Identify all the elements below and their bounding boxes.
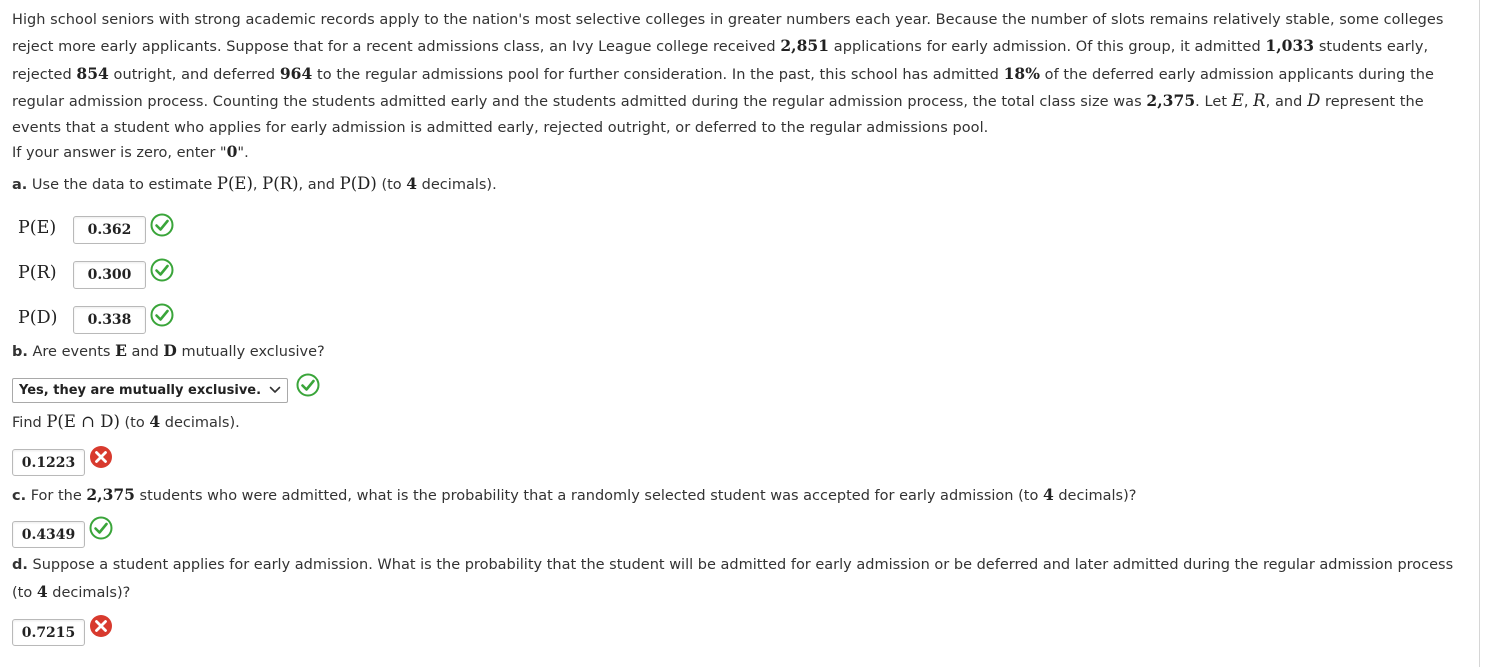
decimals-count: 4 [36,582,48,601]
pe-label: P(E) [18,218,57,238]
problem-text: High school seniors with strong academic records apply to the nation's most selective colleges in greater numbers each year. Because the number of slots remains relatively stable, some colleges reject more early applicants. Suppose that for a recent admissions class, an Ivy League college received [12,12,1444,56]
problem-text: , [1243,94,1254,111]
problem-text: , and [1265,94,1308,111]
part-letter: d. [12,557,28,573]
pr-expression: P(R) [262,174,299,193]
event-e-symbol: E [115,341,127,360]
part-d-text: (to [12,585,37,601]
decimals-count: 4 [1042,485,1054,504]
find-text: (to [119,415,150,431]
part-d-text: Suppose a student applies for early admission. What is the probability that the student will be admitted for early admission or be deferred and later admitted during the regular admission process [27,557,1454,573]
event-d-symbol: D [1307,91,1321,111]
part-c-prompt [12,485,1136,504]
admitted-early-count: 1,033 [1265,36,1315,56]
check-circle-icon [89,516,113,540]
problem-text: outright, and deferred [108,66,280,83]
part-a-prompt [12,174,497,193]
part-a-text: , [252,177,263,193]
part-letter: a. [12,177,28,193]
x-circle-icon [89,614,113,638]
part-b-text: and [126,344,164,360]
problem-text: . Let [1195,94,1232,111]
problem-text: of the deferred early admission applicants during the regular admission process. Counting the students admitted early and the students admitted during the regular admission process, the total class size was [12,66,1435,111]
part-d-answer-field[interactable]: 0.7215 [12,619,85,646]
admitted-count: 2,375 [86,485,135,504]
part-c-text: decimals)? [1053,488,1137,504]
decimals-count: 4 [149,412,161,431]
intersection-answer-field[interactable]: 0.1223 [12,449,85,476]
pr-answer-field[interactable]: 0.300 [73,261,146,289]
problem-text: to the regular admissions pool for further consideration. In the past, this school has admitted [312,66,1004,83]
part-b-prompt [12,341,325,360]
check-circle-icon [296,373,320,397]
find-text: Find [12,415,47,431]
check-circle-icon [150,213,174,237]
part-a-text: Use the data to estimate [27,177,217,193]
find-intersection-prompt [12,412,240,431]
part-letter: b. [12,344,28,360]
pe-expression: P(E) [216,174,253,193]
zero-note [12,142,249,161]
pr-label: P(R) [18,263,57,283]
part-d-prompt [12,557,1453,573]
x-circle-icon [89,445,113,469]
zero-note-text: If your answer is zero, enter " [12,145,227,161]
part-a-text: , and [298,177,340,193]
part-b-text: Are events [27,344,116,360]
pd-answer-field[interactable]: 0.338 [73,306,146,334]
deferred-admit-percent: 18% [1003,63,1041,83]
part-c-text: students who were admitted, what is the probability that a randomly selected student was accepted for early admission (to [134,488,1043,504]
deferred-count: 964 [279,63,313,83]
event-r-symbol: R [1253,91,1266,111]
part-c-text: For the [26,488,87,504]
mutually-exclusive-select[interactable] [12,378,288,403]
part-d-text: decimals)? [47,585,131,601]
class-size: 2,375 [1146,91,1196,111]
pe-answer-field[interactable]: 0.362 [73,216,146,244]
pd-label: P(D) [18,308,58,328]
problem-text: applications for early admission. Of this group, it admitted [829,39,1266,56]
chevron-down-icon [269,386,281,394]
problem-statement [12,8,1474,141]
intersection-expression: P(E ∩ D) [46,412,120,431]
decimals-count: 4 [406,174,418,193]
part-c-answer-field[interactable]: 0.4349 [12,521,85,548]
zero-value: 0 [226,142,238,161]
applications-count: 2,851 [780,36,830,56]
part-a-text: (to [376,177,407,193]
find-text: decimals). [160,415,240,431]
zero-note-text: ". [237,145,249,161]
problem-text: students early, rejected [12,39,1429,83]
part-d-prompt-cont [12,582,130,601]
select-value: Yes, they are mutually exclusive. [19,383,262,398]
rejected-count: 854 [76,63,109,83]
problem-text: represent the events that a student who applies for early admission is admitted early, rejected outright, or deferred to the regular admissions pool. [12,94,1424,136]
part-a-text: decimals). [417,177,497,193]
event-e-symbol: E [1231,91,1244,111]
event-d-symbol: D [163,341,177,360]
part-letter: c. [12,488,27,504]
pd-expression: P(D) [339,174,377,193]
check-circle-icon [150,258,174,282]
check-circle-icon [150,303,174,327]
part-b-text: mutually exclusive? [176,344,325,360]
